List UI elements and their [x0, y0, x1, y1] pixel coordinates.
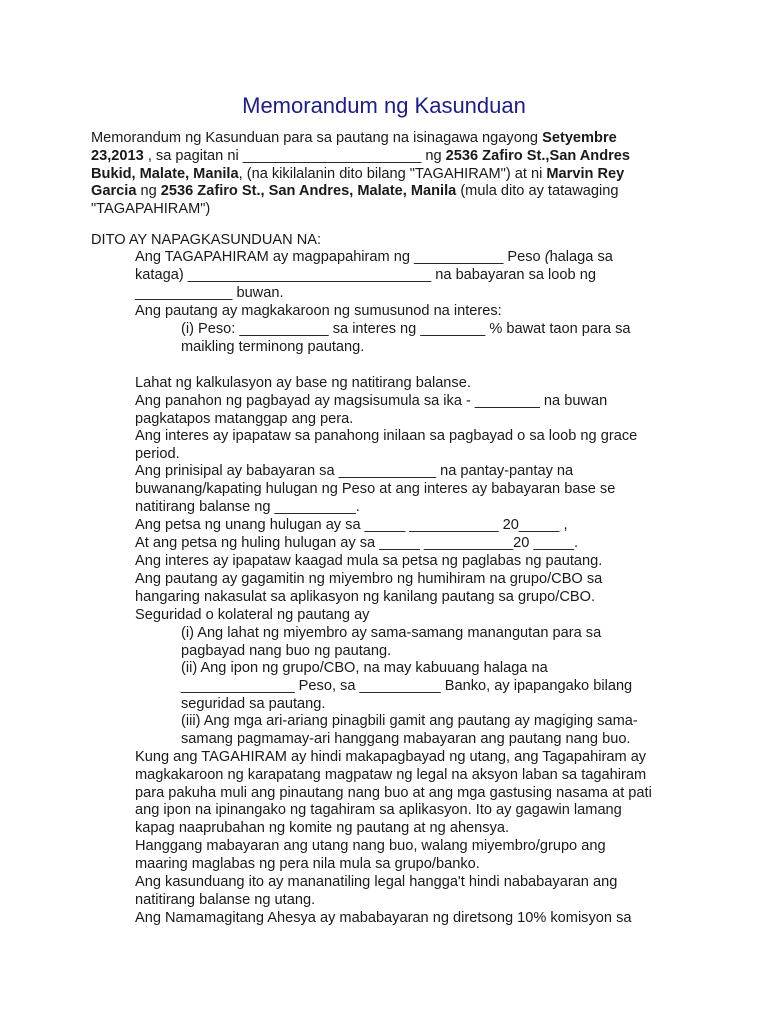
payment-period-clause: Ang panahon ng pagbayad ay magsisumula sa ika - ________ na buwan pagkatapos matanggap ang pera. — [135, 393, 608, 427]
validity-clause: Ang kasunduang ito ay mananatiling legal hangga't hindi nababayaran ang natitirang balanse ng utang. — [135, 874, 618, 908]
release-clause: Ang interes ay ipapataw kaagad mula sa petsa ng paglabas ng pautang. — [135, 553, 603, 569]
document-title: Memorandum ng Kasunduan — [242, 93, 526, 118]
withdrawal-clause: Hanggang mabayaran ang utang nang buo, walang miyembro/grupo ang maaring maglabas ng pera nila mula sa grupo/banko. — [135, 838, 606, 872]
security-item-i: (i) Ang lahat ng miyembro ay sama-samang manangutan para sa pagbayad nang buo ng pautang. — [181, 625, 602, 659]
security-heading: Seguridad o kolateral ng pautang ay — [135, 607, 370, 623]
security-item-ii: (ii) Ang ipon ng grupo/CBO, na may kabuuang halaga na ______________ Peso, sa __________ Banko, ay ipapangako bilang seguridad sa pautang. — [181, 660, 633, 712]
calculation-clause: Lahat ng kalkulasyon ay base ng natitirang balanse. — [135, 375, 471, 391]
grace-period-clause: Ang interes ay ipapataw sa panahong inilaan sa pagbayad o sa loob ng grace period. — [135, 428, 638, 462]
agreement-heading: DITO AY NAPAGKASUNDUAN NA: — [91, 232, 322, 248]
purpose-clause: Ang pautang ay gagamitin ng miyembro ng humihiram na grupo/CBO sa hangaring nakasulat sa aplikasyon ng kanilang pautang sa grupo/CBO. — [135, 571, 603, 605]
interest-item-i: (i) Peso: ___________ sa interes ng ________ % bawat taon para sa maikling terminong pautang. — [181, 321, 631, 355]
intro-paragraph: Memorandum ng Kasunduan para sa pautang na isinagawa ngayong Setyembre 23,2013 , sa pagitan ni ______________________ ng 2536 Zafiro St.,San Andres Bukid, Malate, Manila, (na kikilalanin dito bilang "TAGAHIRAM") at ni Marvin Rey Garcia ng 2536 Zafiro St., San Andres, Malate, Manila (mula dito ay tatawaging "TAGAPAHIRAM") — [91, 130, 631, 218]
default-clause: Kung ang TAGAHIRAM ay hindi makapagbayad ng utang, ang Tagapahiram ay magkakaroon ng karapatang magpataw ng legal na aksyon laban sa tagahiram para pakuha muli ang pinautang nang buo at ang mga gastusing nasama at pati ang ipon na ipinangako ng tagahiram sa aplikasyon. Ito ay gagawin lamang kapag naaprubahan ng komite ng pautang at ng ahensya. — [135, 749, 652, 837]
first-payment-date: Ang petsa ng unang hulugan ay sa _____ ___________ 20_____ , — [135, 517, 568, 533]
interest-intro: Ang pautang ay magkakaroon ng sumusunod na interes: — [135, 303, 502, 319]
principal-clause: Ang prinisipal ay babayaran sa ____________ na pantay-pantay na buwanang/kapating hulugan ng Peso at ang interes ay babayaran base se natitirang balanse ng __________. — [135, 463, 616, 515]
loan-amount-clause: Ang TAGAPAHIRAM ay magpapahiram ng ___________ Peso (halaga sa kataga) ______________________________ na babayaran sa loob ng ____________ buwan. — [135, 249, 613, 301]
commission-clause: Ang Namamagitang Ahesya ay mababayaran ng diretsong 10% komisyon sa — [135, 910, 632, 926]
security-item-iii: (iii) Ang mga ari-ariang pinagbili gamit ang pautang ay magiging sama- samang pagmamay-ari hanggang mabayaran ang pautang nang buo. — [181, 713, 638, 747]
last-payment-date: At ang petsa ng huling hulugan ay sa _____ ___________20 _____. — [135, 535, 579, 551]
